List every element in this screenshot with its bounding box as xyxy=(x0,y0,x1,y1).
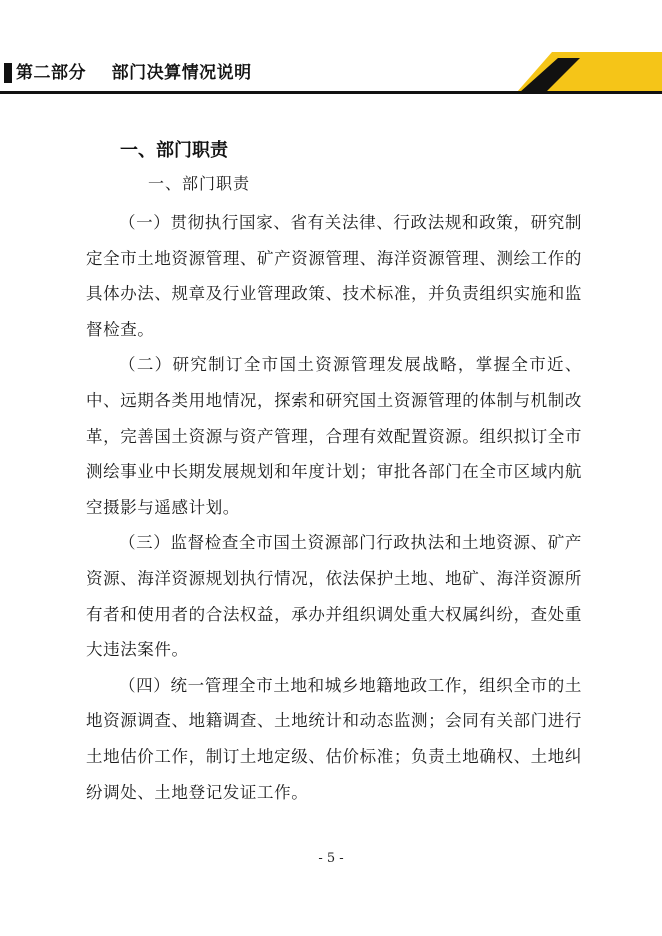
section-heading: 一、部门职责 xyxy=(120,140,228,161)
header-title: 第二部分 部门决算情况说明 xyxy=(16,63,252,83)
page-header xyxy=(0,52,662,92)
paragraph-1: （一）贯彻执行国家、省有关法律、行政法规和政策，研究制定全市土地资源管理、矿产资源管理、海洋资源管理、测绘工作的具体办法、规章及行业管理政策、技术标准，并负责组织实施和监督检查。 xyxy=(86,213,582,339)
header-decoration xyxy=(512,52,662,92)
sub-heading: 一、部门职责 xyxy=(148,174,251,193)
page-number: - 5 - xyxy=(318,851,344,866)
header-marker-bar xyxy=(4,63,12,83)
header-underline xyxy=(0,91,662,94)
paragraph-4: （四）统一管理全市土地和城乡地籍地政工作，组织全市的土地资源调查、地籍调查、土地统计和动态监测；会同有关部门进行土地估价工作，制订土地定级、估价标准；负责土地确权、土地纠纷调处、土地登记发证工作。 xyxy=(86,675,582,802)
paragraph-2: （二）研究制订全市国土资源管理发展战略，掌握全市近、中、远期各类用地情况，探索和研究国土资源管理的体制与机制改革，完善国土资源与资产管理，合理有效配置资源。组织拟订全市测绘事业中长期发展规划和年度计划；审批各部门在全市区域内航空摄影与遥感计划。 xyxy=(86,355,582,517)
paragraph-3: （三）监督检查全市国土资源部门行政执法和土地资源、矿产资源、海洋资源规划执行情况，依法保护土地、地矿、海洋资源所有者和使用者的合法权益，承办并组织调处重大权属纠纷，查处重大违法案件。 xyxy=(86,533,582,660)
body-text xyxy=(86,205,582,810)
